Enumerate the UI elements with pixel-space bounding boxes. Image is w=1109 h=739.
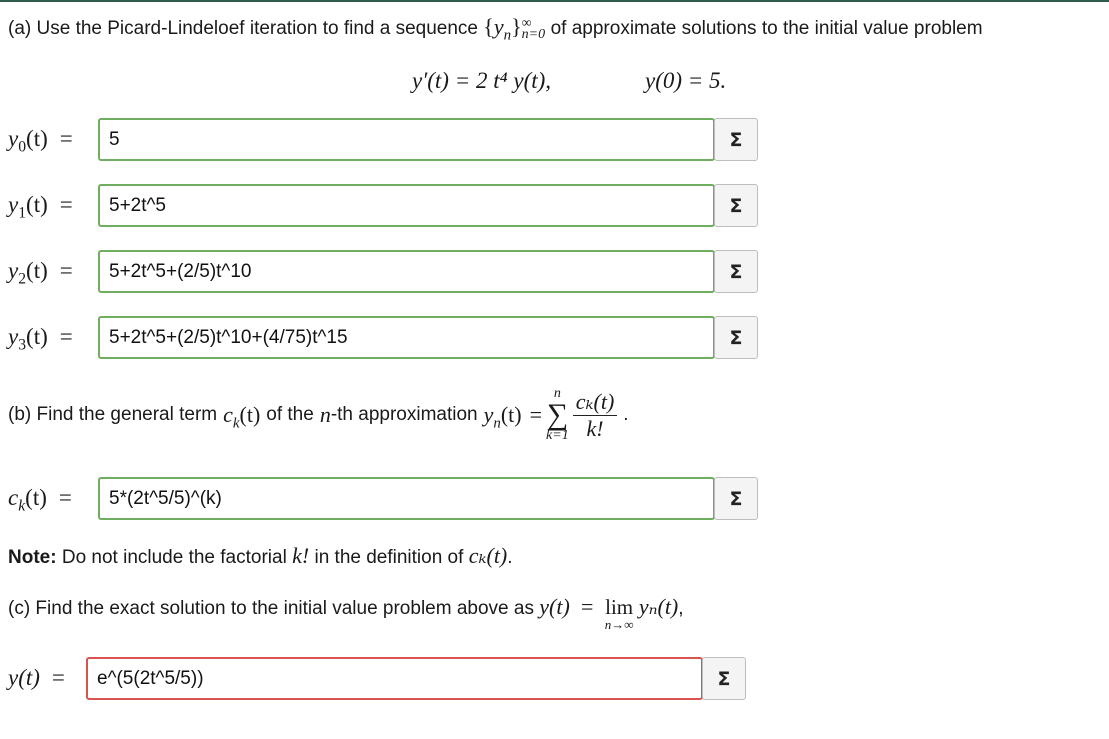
y0-equation-editor-button[interactable] (714, 118, 758, 161)
sigma-icon: Σ (717, 667, 731, 690)
sigma-icon: Σ (729, 260, 743, 283)
part-a-intro (8, 14, 983, 44)
y3-label: $y_3(t)$ = (8, 324, 73, 354)
sigma-icon: Σ (729, 128, 743, 151)
ck-equation-editor-button[interactable] (714, 477, 758, 520)
y2-equation-editor-button[interactable] (714, 250, 758, 293)
ck-answer-label: $c_k(t)$ = (8, 485, 72, 515)
y3-input[interactable] (98, 316, 715, 359)
limit-operator: lim n→∞ (604, 595, 634, 632)
ck-symbol: $c_k(t)$ (223, 402, 261, 432)
y0-input[interactable] (98, 118, 715, 161)
initial-condition: y(0) = 5. (645, 68, 727, 93)
note: Note: Do not include the factorial k! in the definition of cₖ(t). (8, 543, 513, 568)
y3-equation-editor-button[interactable] (714, 316, 758, 359)
yt-equation-editor-button[interactable] (702, 657, 746, 700)
y2-input[interactable] (98, 250, 715, 293)
y2-label: $y_2(t)$ = (8, 258, 73, 288)
yt-input[interactable] (86, 657, 703, 700)
yn-symbol: $y_n(t)$ (483, 402, 522, 432)
y0-label: $y_0(t)$ = (8, 126, 73, 156)
sigma-icon: Σ (729, 487, 743, 510)
sigma-icon: Σ (729, 326, 743, 349)
sigma-icon: Σ (729, 194, 743, 217)
sequence-notation: $\{y_n\}$ ∞ n=0 (483, 14, 546, 44)
yt-answer-label: y(t) = (8, 665, 65, 690)
summation: n ∑ k=1 (546, 386, 569, 443)
y1-input[interactable] (98, 184, 715, 227)
summand-fraction: $\frac{\text{cₖ(t)}}{k!}$ (573, 389, 618, 442)
note-label: Note: (8, 547, 57, 568)
part-a-intro-before: (a) Use the Picard-Lindeloef iteration to find a sequence (8, 18, 478, 39)
part-b-question: (b) Find the general term $c_k(t)$ of the n -th approximation $y_n(t)$ = n ∑ k=1 $\frac{\text{cₖ(t)}}{k!}$ . (8, 386, 629, 443)
part-a-intro-after: of approximate solutions to the initial value problem (550, 18, 983, 39)
y1-equation-editor-button[interactable] (714, 184, 758, 227)
ode-equation: y′(t) = 2 t⁴ y(t), (412, 68, 552, 93)
ck-input[interactable] (98, 477, 715, 520)
part-c-question: (c) Find the exact solution to the initial value problem above as y(t) = lim n→∞ yₙ(t), (8, 594, 684, 632)
y1-label: $y_1(t)$ = (8, 192, 73, 222)
